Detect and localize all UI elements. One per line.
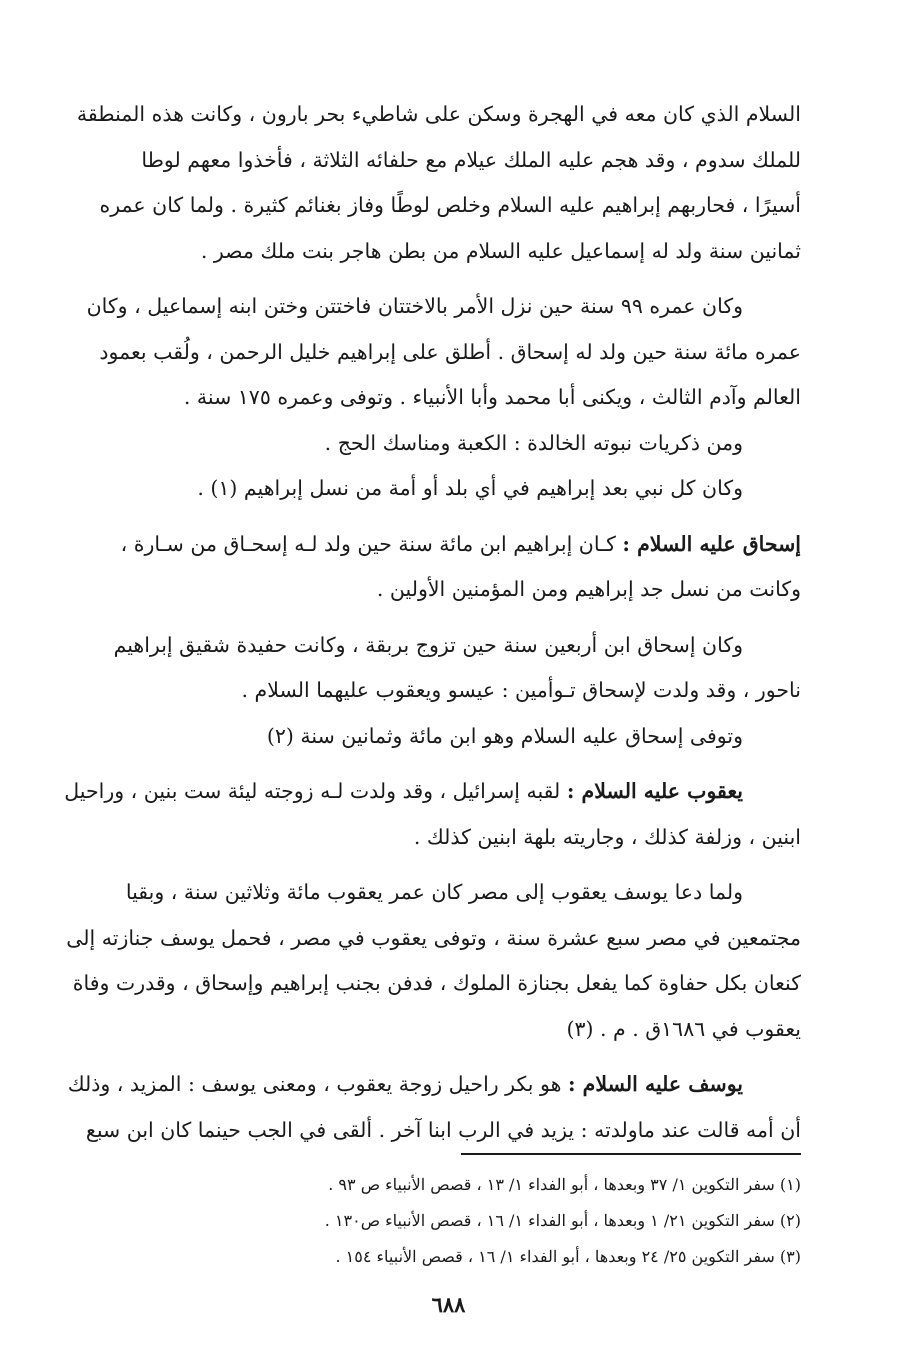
footnotes [46,1167,801,1275]
text-line: وكانت من نسل جد إبراهيم ومن المؤمنين الأولين . [376,577,801,601]
text-line: العالم وآدم الثالث ، ويكنى أبا محمد وأبا الأنبياء . وتوفى وعمره ١٧٥ سنة . [183,385,801,409]
text-line: ومن ذكريات نبوته الخالدة : الكعبة ومناسك الحج . [324,430,743,455]
section-heading-ishaq: إسحاق عليه السلام : [622,531,801,556]
paragraph-yusuf [46,1062,801,1153]
text-line: ثمانين سنة ولد له إسماعيل عليه السلام من بطن هاجر بنت ملك مصر . [200,238,801,263]
text-fragment: لقبه إسرائيل ، وقد ولدت لـه زوجته ليئة ست بنين ، وراحيل [64,779,561,803]
footnote: (١) سفر التكوين ١/ ٣٧ وبعدها ، أبو الفداء ١/ ١٣ ، قصص الأنبياء ص ٩٣ . [328,1175,801,1194]
paragraph-yaqub [46,769,801,860]
text-line: للملك سدوم ، وقد هجم عليه الملك عيلام مع حلفائه الثلاثة ، فأخذوا معهم لوطا [141,147,801,172]
text-line: وكان إسحاق ابن أربعين سنة حين تزوج بربقة ، وكانت حفيدة شقيق إبراهيم [113,632,743,657]
text-line: ولما دعا يوسف يعقوب إلى مصر كان عمر يعقوب مائة وثلاثين سنة ، وبقيا [125,880,743,904]
text-line [46,522,801,568]
text-line: وكان عمره ٩٩ سنة حين نزل الأمر بالاختتان فاختتن وختن ابنه إسماعيل ، وكان [86,294,743,318]
text-line: عمره مائة سنة حين ولد له إسحاق . أطلق على إبراهيم خليل الرحمن ، ولُقب بعمود [99,339,801,364]
section-heading-yaqub: يعقوب عليه السلام : [566,779,743,803]
text-line: أن أمه قالت عند ماولدته : يزيد في الرب ابنا آخر . ألقى في الجب حينما كان ابن سبع [85,1117,801,1142]
text-line [46,1062,801,1108]
text-line: كنعان بكل حفاوة كما يفعل بجنازة الملوك ، فدفن بجنب إبراهيم وإسحاق ، وقدرت وفاة [72,971,801,995]
paragraph-ishaq-death [46,714,801,760]
text-line: مجتمعين في مصر سبع عشرة سنة ، وتوفى يعقوب في مصر ، فحمل يوسف جنازته إلى [66,925,801,950]
text-line: ابنين ، وزلفة كذلك ، وجاريته بلهة ابنين كذلك . [413,824,801,849]
text-line: وكان كل نبي بعد إبراهيم في أي بلد أو أمة من نسل إبراهيم (١) . [197,476,743,500]
paragraph-ibrahim-memories [46,421,801,467]
paragraph-ibrahim-circumcision [46,284,801,421]
paragraph-yaqub-egypt [46,870,801,1052]
text-line: يعقوب في ١٦٨٦ق . م . (٣) [566,1016,801,1041]
footnote-divider [461,1153,801,1155]
paragraph-ishaq [46,522,801,613]
footnote: (٣) سفر التكوين ٢٥/ ٢٤ وبعدها ، أبو الفداء ١/ ١٦ ، قصص الأنبياء ١٥٤ . [335,1247,801,1266]
page-number: ٦٨٨ [431,1292,466,1317]
footnote: (٢) سفر التكوين ٢١/ ١ وبعدها ، أبو الفداء ١/ ١٦ ، قصص الأنبياء ص١٣٠ . [324,1211,801,1230]
text-line: وتوفى إسحاق عليه السلام وهو ابن مائة وثمانين سنة (٢) [266,723,743,748]
paragraph-ibrahim-lineage [46,466,801,512]
paragraph-ibrahim-life [46,92,801,274]
text-line: ناحور ، وقد ولدت لإسحاق تـوأمين : عيسو ويعقوب عليهما السلام . [241,678,801,702]
paragraph-ishaq-marriage [46,623,801,714]
section-heading-yusuf: يوسف عليه السلام : [567,1072,743,1096]
text-fragment: هو بكر راحيل زوجة يعقوب ، ومعنى يوسف : المزيد ، وذلك [67,1072,562,1096]
text-line: السلام الذي كان معه في الهجرة وسكن على شاطيء بحر بارون ، وكانت هذه المنطقة [76,102,801,126]
text-line [46,769,801,815]
text-fragment: كـان إبراهيم ابن مائة سنة حين ولد لـه إسحـاق من سـارة ، [120,531,616,556]
text-line: أسيرًا ، فحاربهم إبراهيم عليه السلام وخلص لوطًا وفاز بغنائم كثيرة . ولما كان عمره [99,193,801,217]
